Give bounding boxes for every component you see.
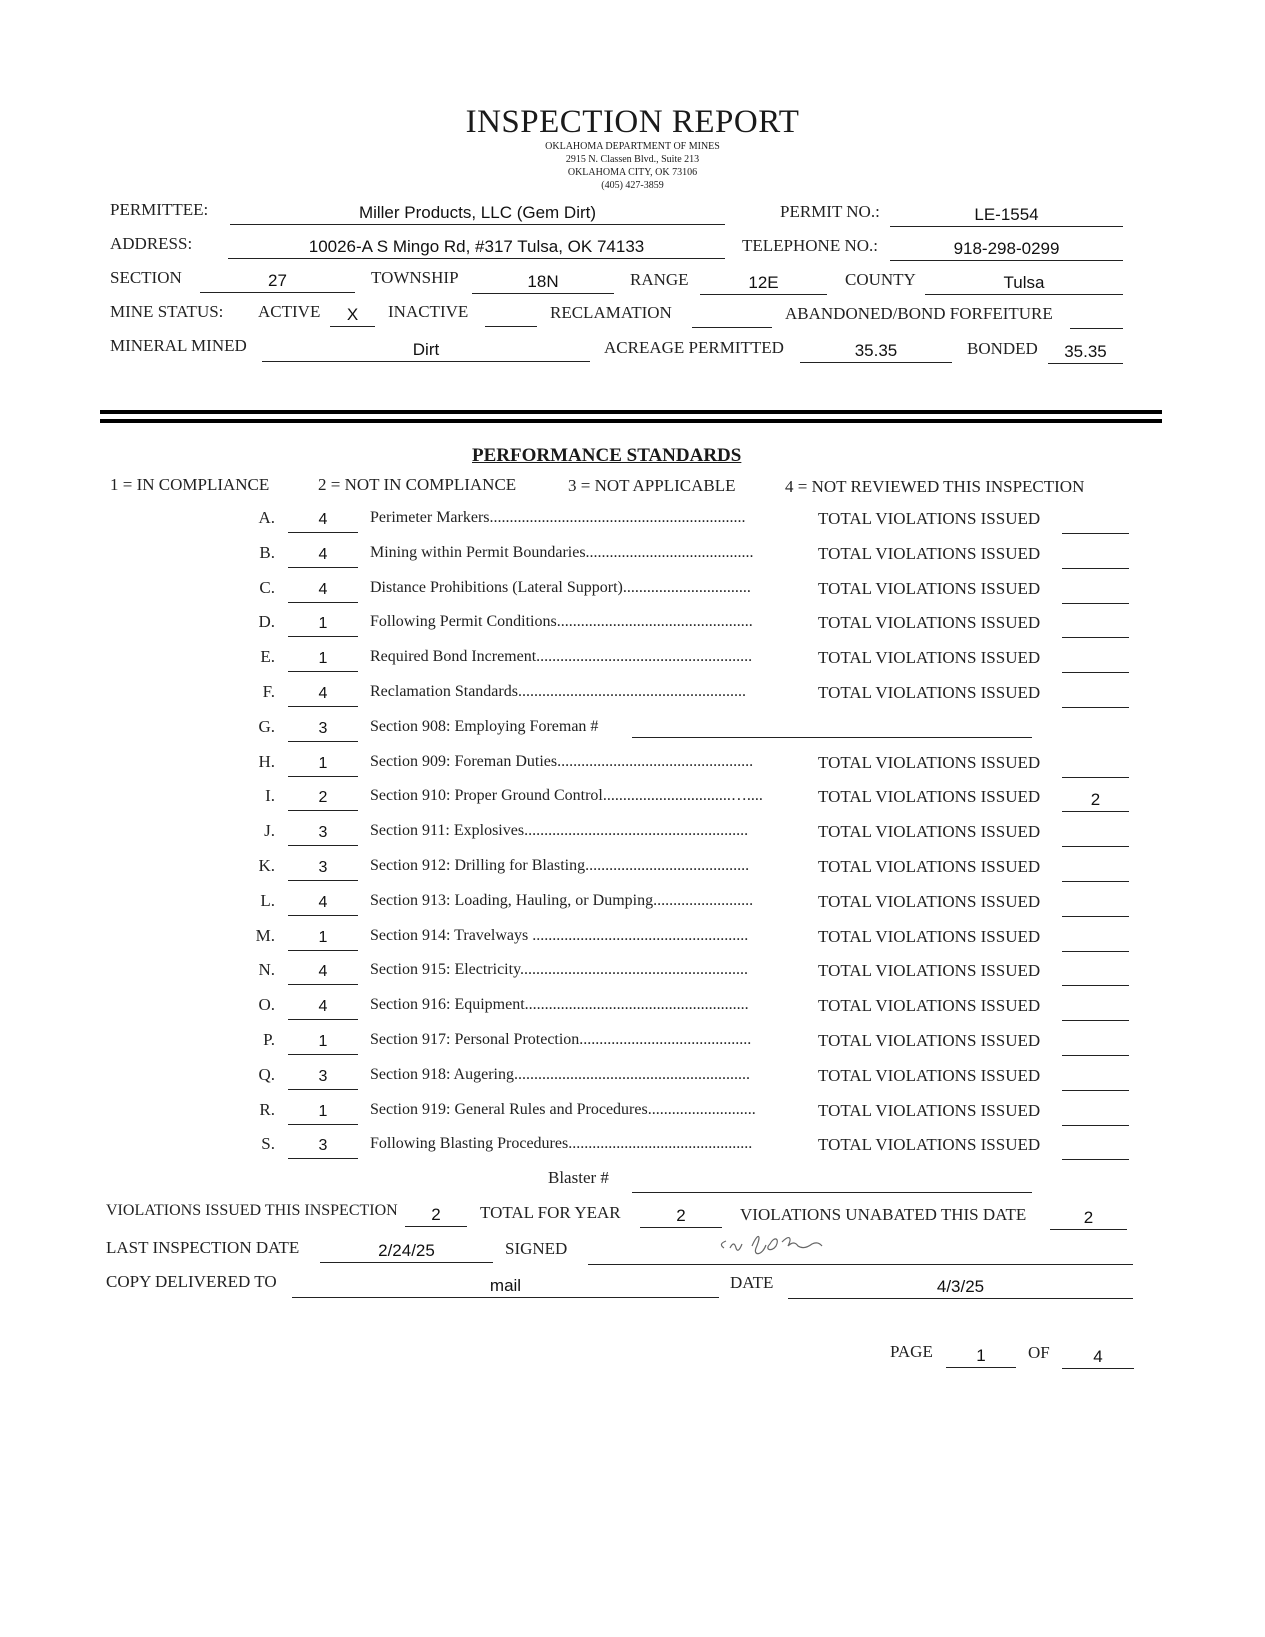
standard-description: Section 916: Equipment........................................................ bbox=[370, 996, 749, 1013]
telephone-line bbox=[890, 260, 1123, 261]
standard-rating-line bbox=[288, 1124, 358, 1125]
standard-rating[interactable]: 4 bbox=[318, 963, 328, 980]
standard-code: J. bbox=[264, 821, 275, 840]
total-violations-label: TOTAL VIOLATIONS ISSUED bbox=[818, 1031, 1041, 1050]
bonded-value[interactable]: 35.35 bbox=[1064, 342, 1107, 361]
total-violations-line bbox=[1062, 777, 1129, 778]
permit-no-label: PERMIT NO.: bbox=[780, 202, 880, 221]
section-label: SECTION bbox=[110, 268, 182, 287]
divider-top bbox=[100, 410, 1162, 414]
acreage-value[interactable]: 35.35 bbox=[854, 341, 898, 360]
standard-rating[interactable]: 1 bbox=[318, 755, 328, 772]
inactive-label: INACTIVE bbox=[388, 302, 469, 321]
standard-code: M. bbox=[255, 926, 275, 945]
total-violations-label: TOTAL VIOLATIONS ISSUED bbox=[818, 1101, 1041, 1120]
copy-line bbox=[292, 1297, 719, 1298]
total-violations-label: TOTAL VIOLATIONS ISSUED bbox=[818, 857, 1041, 876]
standard-rating-line bbox=[288, 706, 358, 707]
standard-code: F. bbox=[262, 682, 275, 701]
acreage-line bbox=[800, 362, 952, 363]
standard-rating[interactable]: 1 bbox=[318, 650, 328, 667]
total-violations-label: TOTAL VIOLATIONS ISSUED bbox=[818, 1066, 1041, 1085]
standard-rating-line bbox=[288, 671, 358, 672]
address-line bbox=[228, 258, 725, 259]
total-violations-line bbox=[1062, 568, 1129, 569]
standard-rating-line bbox=[288, 1054, 358, 1055]
copy-label: COPY DELIVERED TO bbox=[106, 1272, 277, 1291]
total-violations-line bbox=[1062, 1020, 1129, 1021]
standard-rating[interactable]: 3 bbox=[318, 859, 328, 876]
total-violations-line bbox=[1062, 916, 1129, 917]
last-inspection-label: LAST INSPECTION DATE bbox=[106, 1238, 300, 1257]
standard-code: B. bbox=[259, 543, 275, 562]
page-value[interactable]: 1 bbox=[976, 1346, 986, 1365]
signature-image bbox=[712, 1228, 852, 1258]
standard-rating[interactable]: 1 bbox=[318, 615, 328, 632]
inactive-line bbox=[485, 326, 537, 327]
date-label: DATE bbox=[730, 1273, 774, 1292]
total-violations-line bbox=[1062, 603, 1129, 604]
standard-rating-line bbox=[288, 810, 358, 811]
standard-description: Section 915: Electricity......................................................... bbox=[370, 961, 749, 978]
standard-rating-line bbox=[288, 602, 358, 603]
page-line bbox=[946, 1367, 1016, 1368]
legend-2: 2 = NOT IN COMPLIANCE bbox=[318, 475, 517, 494]
legend-4: 4 = NOT REVIEWED THIS INSPECTION bbox=[785, 477, 1085, 496]
standard-description: Perimeter Markers................................................................ bbox=[370, 509, 746, 526]
county-line bbox=[925, 294, 1123, 295]
standard-rating[interactable]: 3 bbox=[318, 720, 328, 737]
standard-rating[interactable]: 1 bbox=[318, 1103, 328, 1120]
standard-rating-line bbox=[288, 915, 358, 916]
mineral-line bbox=[262, 361, 590, 362]
mineral-value[interactable]: Dirt bbox=[412, 340, 440, 359]
total-violations-line bbox=[1062, 637, 1129, 638]
range-value[interactable]: 12E bbox=[748, 273, 779, 292]
total-violations-line bbox=[1062, 1125, 1129, 1126]
standard-description: Section 919: General Rules and Procedures........................... bbox=[370, 1101, 756, 1118]
standard-description: Following Blasting Procedures.............................................. bbox=[370, 1135, 753, 1152]
org-name: OKLAHOMA DEPARTMENT OF MINES bbox=[545, 141, 720, 152]
standard-code: I. bbox=[265, 786, 275, 805]
report-title: INSPECTION REPORT bbox=[465, 104, 800, 140]
total-violations-label: TOTAL VIOLATIONS ISSUED bbox=[818, 509, 1041, 528]
standard-code: D. bbox=[258, 612, 275, 631]
acreage-label: ACREAGE PERMITTED bbox=[604, 338, 784, 357]
active-line bbox=[330, 326, 375, 327]
total-violations-label: TOTAL VIOLATIONS ISSUED bbox=[818, 927, 1041, 946]
permit-no-line bbox=[890, 226, 1123, 227]
total-violations-line bbox=[1062, 985, 1129, 986]
total-violations-value[interactable]: 2 bbox=[1090, 790, 1101, 809]
address-label: ADDRESS: bbox=[110, 234, 193, 253]
township-label: TOWNSHIP bbox=[371, 268, 459, 287]
section-line bbox=[200, 292, 355, 293]
township-value[interactable]: 18N bbox=[527, 272, 559, 291]
standard-code: N. bbox=[258, 960, 275, 979]
total-violations-label: TOTAL VIOLATIONS ISSUED bbox=[818, 613, 1041, 632]
standard-description: Section 910: Proper Ground Control................................….... bbox=[370, 787, 763, 804]
standard-code: E. bbox=[260, 647, 275, 666]
total-violations-label: TOTAL VIOLATIONS ISSUED bbox=[818, 683, 1041, 702]
telephone-label: TELEPHONE NO.: bbox=[742, 236, 878, 255]
standard-rating[interactable]: 4 bbox=[318, 998, 328, 1015]
total-violations-line bbox=[1062, 533, 1129, 534]
standard-code: L. bbox=[260, 891, 275, 910]
active-label: ACTIVE bbox=[258, 302, 321, 321]
standard-code: S. bbox=[261, 1134, 275, 1153]
total-violations-label: TOTAL VIOLATIONS ISSUED bbox=[818, 822, 1041, 841]
of-label: OF bbox=[1028, 1343, 1050, 1362]
standard-code: H. bbox=[258, 752, 275, 771]
standard-rating-line bbox=[288, 532, 358, 533]
standard-rating-line bbox=[288, 950, 358, 951]
date-line bbox=[788, 1298, 1133, 1299]
permittee-value[interactable]: Miller Products, LLC (Gem Dirt) bbox=[358, 203, 597, 222]
total-violations-label: TOTAL VIOLATIONS ISSUED bbox=[818, 996, 1041, 1015]
mine-status-label: MINE STATUS: bbox=[110, 302, 224, 321]
date-value[interactable]: 4/3/25 bbox=[936, 1277, 985, 1296]
permittee-label: PERMITTEE: bbox=[110, 200, 209, 219]
reclamation-line bbox=[692, 327, 772, 328]
standard-rating-line bbox=[288, 776, 358, 777]
legend-1: 1 = IN COMPLIANCE bbox=[110, 475, 270, 494]
signed-label: SIGNED bbox=[505, 1239, 568, 1258]
standard-description: Section 909: Foreman Duties................................................. bbox=[370, 753, 754, 770]
standard-rating-line bbox=[288, 636, 358, 637]
standard-rating-line bbox=[288, 1158, 358, 1159]
org-street: 2915 N. Classen Blvd., Suite 213 bbox=[565, 154, 700, 165]
total-violations-label: TOTAL VIOLATIONS ISSUED bbox=[818, 1135, 1041, 1154]
standard-rating-line bbox=[288, 845, 358, 846]
standard-description: Following Permit Conditions................................................. bbox=[370, 613, 753, 630]
standard-code: C. bbox=[259, 578, 275, 597]
total-violations-line bbox=[1062, 707, 1129, 708]
range-line bbox=[700, 294, 827, 295]
last-inspection-line bbox=[320, 1262, 493, 1263]
reclamation-label: RECLAMATION bbox=[550, 303, 672, 322]
total-violations-label: TOTAL VIOLATIONS ISSUED bbox=[818, 648, 1041, 667]
bonded-line bbox=[1048, 363, 1123, 364]
standard-description: Section 911: Explosives........................................................ bbox=[370, 822, 749, 839]
blaster-label: Blaster # bbox=[548, 1168, 609, 1187]
page-label: PAGE bbox=[890, 1342, 933, 1361]
standard-description: Required Bond Increment...................................................... bbox=[370, 648, 753, 665]
total-violations-label: TOTAL VIOLATIONS ISSUED bbox=[818, 579, 1041, 598]
total-violations-label: TOTAL VIOLATIONS ISSUED bbox=[818, 753, 1041, 772]
total-violations-line bbox=[1062, 811, 1129, 812]
of-line bbox=[1062, 1368, 1134, 1369]
standard-description: Reclamation Standards......................................................... bbox=[370, 683, 746, 700]
total-violations-line bbox=[1062, 1090, 1129, 1091]
total-violations-line bbox=[1062, 672, 1129, 673]
range-label: RANGE bbox=[630, 270, 689, 289]
bonded-label: BONDED bbox=[967, 339, 1038, 358]
total-violations-line bbox=[1062, 951, 1129, 952]
standard-rating-line bbox=[288, 1019, 358, 1020]
total-year-label: TOTAL FOR YEAR bbox=[480, 1203, 621, 1222]
standard-rating-line bbox=[288, 1089, 358, 1090]
last-inspection-value[interactable]: 2/24/25 bbox=[378, 1241, 435, 1260]
permit-no-value[interactable]: LE-1554 bbox=[974, 205, 1039, 224]
violations-issued-value[interactable]: 2 bbox=[431, 1205, 441, 1224]
total-violations-label: TOTAL VIOLATIONS ISSUED bbox=[818, 961, 1041, 980]
signed-line bbox=[588, 1264, 1133, 1265]
abandoned-line bbox=[1070, 328, 1123, 329]
address-value[interactable]: 10026-A S Mingo Rd, #317 Tulsa, OK 74133 bbox=[308, 237, 645, 256]
standard-code: K. bbox=[258, 856, 275, 875]
standard-rating[interactable]: 4 bbox=[318, 546, 328, 563]
standard-description: Section 908: Employing Foreman # bbox=[370, 718, 599, 735]
standard-rating[interactable]: 4 bbox=[318, 511, 328, 528]
standard-code: R. bbox=[259, 1100, 275, 1119]
standard-rating[interactable]: 3 bbox=[318, 1137, 328, 1154]
standard-rating[interactable]: 3 bbox=[318, 1068, 328, 1085]
active-mark[interactable]: X bbox=[346, 305, 359, 324]
of-value[interactable]: 4 bbox=[1093, 1347, 1103, 1366]
standard-rating[interactable]: 2 bbox=[318, 789, 328, 806]
standard-rating-line bbox=[288, 567, 358, 568]
foreman-number-line[interactable] bbox=[632, 737, 1032, 738]
total-violations-label: TOTAL VIOLATIONS ISSUED bbox=[818, 787, 1041, 806]
org-phone: (405) 427-3859 bbox=[601, 180, 664, 191]
standard-description: Section 912: Drilling for Blasting......................................... bbox=[370, 857, 750, 874]
unabated-label: VIOLATIONS UNABATED THIS DATE bbox=[740, 1205, 1027, 1224]
total-year-value[interactable]: 2 bbox=[676, 1206, 686, 1225]
legend-3: 3 = NOT APPLICABLE bbox=[568, 476, 736, 495]
standard-code: Q. bbox=[258, 1065, 275, 1084]
standard-rating[interactable]: 3 bbox=[318, 824, 328, 841]
permittee-line bbox=[230, 224, 725, 225]
violations-issued-line bbox=[405, 1226, 467, 1227]
telephone-value[interactable]: 918-298-0299 bbox=[953, 239, 1060, 258]
total-violations-line bbox=[1062, 881, 1129, 882]
unabated-line bbox=[1050, 1229, 1127, 1230]
section-value[interactable]: 27 bbox=[268, 271, 287, 290]
total-violations-line bbox=[1062, 1159, 1129, 1160]
standard-rating[interactable]: 1 bbox=[318, 1033, 328, 1050]
township-line bbox=[472, 293, 614, 294]
blaster-line bbox=[632, 1192, 1032, 1193]
standard-rating-line bbox=[288, 984, 358, 985]
standard-description: Section 914: Travelways ...................................................... bbox=[370, 927, 749, 944]
copy-value[interactable]: mail bbox=[489, 1276, 522, 1295]
total-violations-line bbox=[1062, 846, 1129, 847]
standard-code: P. bbox=[263, 1030, 275, 1049]
violations-issued-label: VIOLATIONS ISSUED THIS INSPECTION bbox=[106, 1202, 398, 1219]
standard-description: Section 918: Augering........................................................... bbox=[370, 1066, 750, 1083]
standard-rating[interactable]: 1 bbox=[318, 929, 328, 946]
standard-rating[interactable]: 4 bbox=[318, 894, 328, 911]
standard-rating[interactable]: 4 bbox=[318, 685, 328, 702]
org-city: OKLAHOMA CITY, OK 73106 bbox=[567, 167, 698, 178]
standard-description: Section 913: Loading, Hauling, or Dumping......................... bbox=[370, 892, 754, 909]
county-value[interactable]: Tulsa bbox=[1003, 273, 1045, 292]
total-year-line bbox=[640, 1227, 722, 1228]
abandoned-label: ABANDONED/BOND FORFEITURE bbox=[785, 304, 1053, 323]
total-violations-label: TOTAL VIOLATIONS ISSUED bbox=[818, 892, 1041, 911]
standard-description: Distance Prohibitions (Lateral Support)................................ bbox=[370, 579, 751, 596]
standard-rating[interactable]: 4 bbox=[318, 581, 328, 598]
standard-description: Mining within Permit Boundaries.......................................... bbox=[370, 544, 754, 561]
unabated-value[interactable]: 2 bbox=[1083, 1208, 1094, 1227]
total-violations-line bbox=[1062, 1055, 1129, 1056]
divider-bottom bbox=[100, 419, 1162, 423]
standard-rating-line bbox=[288, 880, 358, 881]
standard-description: Section 917: Personal Protection........................................... bbox=[370, 1031, 752, 1048]
standard-rating-line bbox=[288, 741, 358, 742]
standard-code: O. bbox=[258, 995, 275, 1014]
standard-code: G. bbox=[258, 717, 275, 736]
standards-title: PERFORMANCE STANDARDS bbox=[472, 445, 742, 466]
mineral-label: MINERAL MINED bbox=[110, 336, 247, 355]
total-violations-label: TOTAL VIOLATIONS ISSUED bbox=[818, 544, 1041, 563]
county-label: COUNTY bbox=[845, 270, 916, 289]
standard-code: A. bbox=[258, 508, 275, 527]
